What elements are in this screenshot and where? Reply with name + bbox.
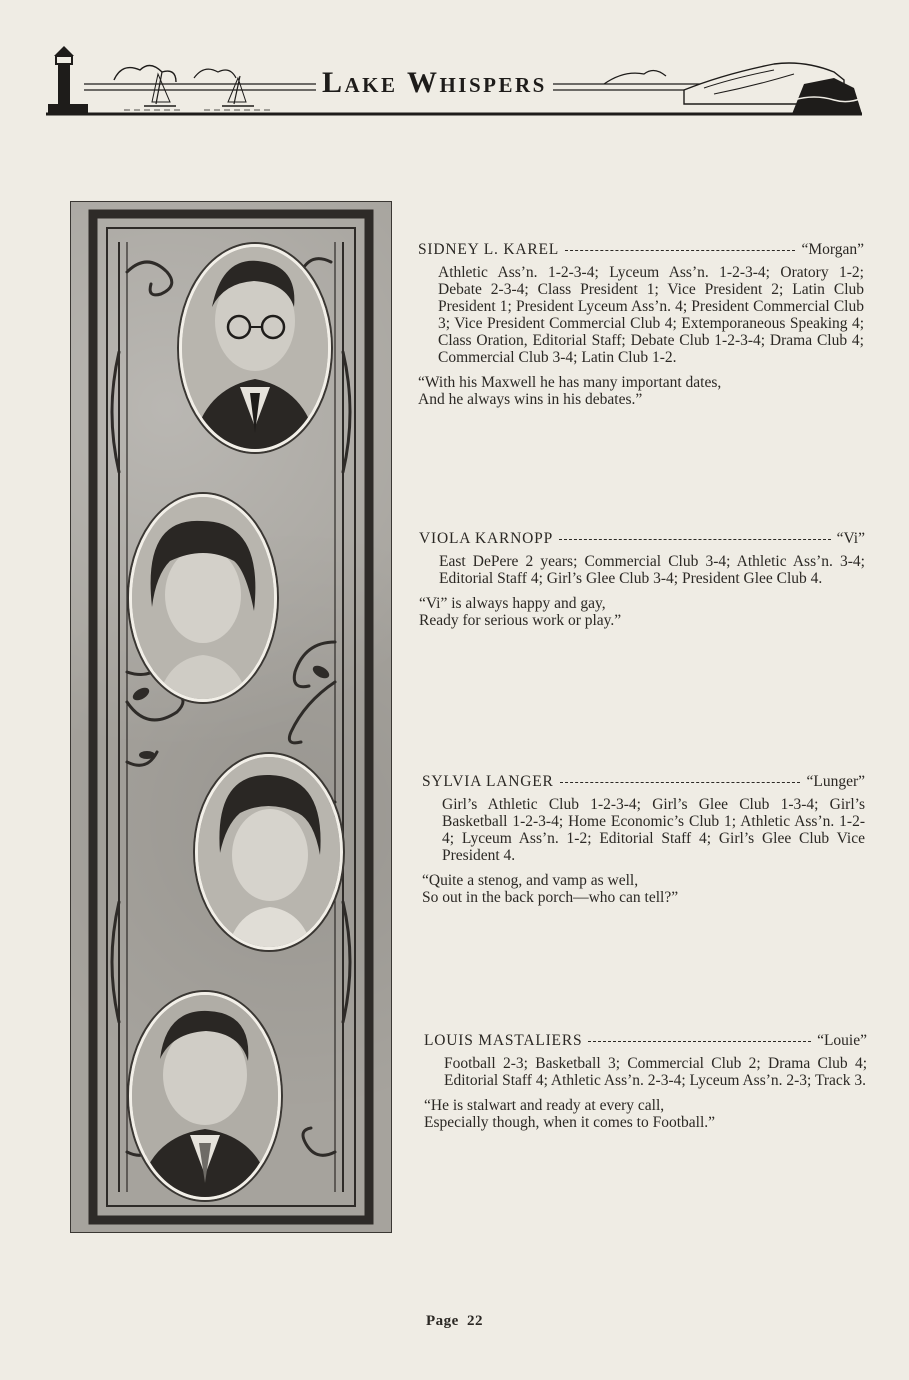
leader-dashes [560,782,801,783]
student-nickname: “Louie” [817,1032,867,1049]
yearbook-title: Lake Whispers [316,66,553,100]
student-name: LOUIS MASTALIERS [424,1032,583,1049]
entry-heading [422,773,865,790]
quotation-line: “With his Maxwell he has many important dates, [418,374,722,391]
quotation-line: Ready for serious work or play.” [419,612,622,629]
quotation-line: “He is stalwart and ready at every call, [424,1097,665,1114]
entry-heading [419,530,865,547]
page-number [0,1313,909,1330]
quotation [424,1097,867,1131]
entry-heading [424,1032,867,1049]
header-banner [44,44,864,120]
senior-entry [419,530,865,629]
leader-dashes [559,539,831,540]
page-number-value: 22 [467,1313,484,1329]
activity-record: East DePere 2 years; Commercial Club 3-4; Athletic Ass’n. 3-4; Editorial Staff 4; Girl’s Glee Club 3-4; President Glee Club 4. [439,553,865,587]
senior-entry [422,773,865,906]
activity-record: Football 2-3; Basketball 3; Commercial Club 2; Drama Club 4; Editorial Staff 4; Athletic Ass’n. 2-3-4; Lyceum Ass’n. 2-3; Track 3. [444,1055,867,1089]
quotation-line: “Quite a stenog, and vamp as well, [422,872,639,889]
portrait-viola-karnopp [129,494,277,702]
quotation-line: “Vi” is always happy and gay, [419,595,606,612]
portrait-sidney-karel [179,244,331,452]
sailboat-icon [144,72,176,106]
quotation [418,374,864,408]
senior-entry [424,1032,867,1131]
lighthouse-icon [48,46,88,114]
student-nickname: “Morgan” [801,241,864,258]
photo-panel [70,201,392,1233]
quotation-line: And he always wins in his debates.” [418,391,643,408]
sailboat-icon [222,76,254,106]
quotation-line: So out in the back porch—who can tell?” [422,889,679,906]
quotation [419,595,865,629]
student-name: VIOLA KARNOPP [419,530,553,547]
leader-dashes [588,1041,811,1042]
student-name: SYLVIA LANGER [422,773,554,790]
activity-record: Girl’s Athletic Club 1-2-3-4; Girl’s Glee Club 1-3-4; Girl’s Basketball 1-2-3-4; Home Economic’s Club 1; Athletic Ass’n. 1-2-4; Lyceum Ass’n. 1-2; Editorial Staff 4; Girl’s Glee Club Vice President 4. [442,796,865,864]
page-label: Page [425,1313,459,1329]
entry-heading [418,241,864,258]
senior-entry [418,241,864,408]
student-nickname: “Vi” [836,530,865,547]
student-name: SIDNEY L. KAREL [418,241,560,258]
leader-dashes [565,250,795,251]
portrait-sylvia-langer [195,754,343,950]
portrait-louis-mastaliers [129,992,281,1200]
activity-record: Athletic Ass’n. 1-2-3-4; Lyceum Ass’n. 1-2-3-4; Oratory 1-2; Debate 2-3-4; Class President 1; Vice President 2; Latin Club President 1; President Lyceum Ass’n. 4; President Commercial Club 3; Vice President Commercial Club 4; Extemporaneous Speaking 4; Class Oration, Editorial Staff; Debate Club 1-2-3-4; Drama Club 4; Commercial Club 3-4; Latin Club 1-2. [438,264,864,366]
student-nickname: “Lunger” [806,773,865,790]
quotation-line: Especially though, when it comes to Football.” [424,1114,716,1131]
quotation [422,872,865,906]
